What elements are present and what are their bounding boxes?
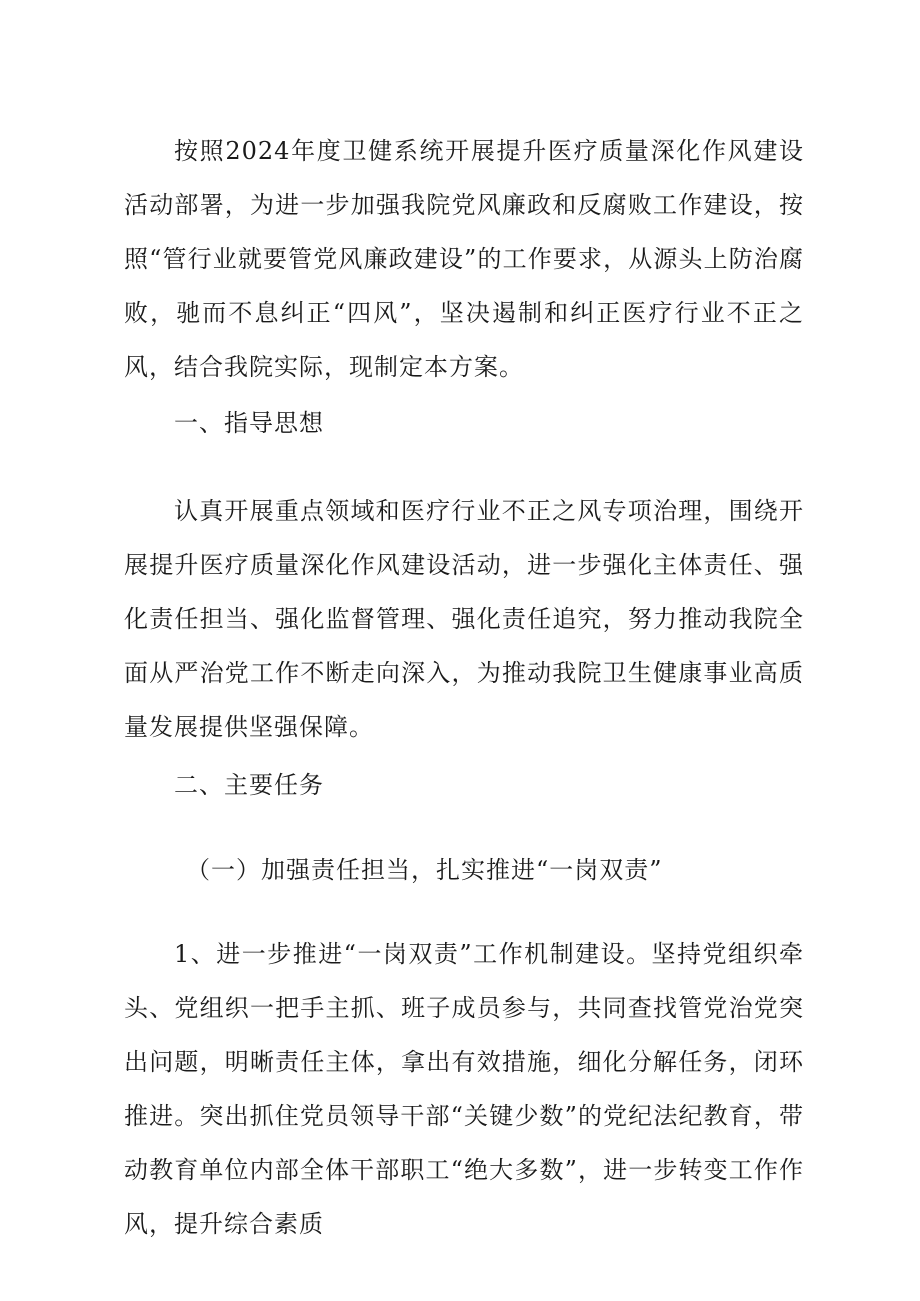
guiding-ideology-paragraph: 认真开展重点领域和医疗行业不正之风专项治理，围绕开展提升医疗质量深化作风建设活动，进一步强化主体责任、强化责任担当、强化监督管理、强化责任追究，努力推动我院全面从严治党工作不断走向深入，为推动我院卫生健康事业高质量发展提供坚强保障。: [124, 497, 804, 741]
task-item-1-paragraph: 1、进一步推进“一岗双责”工作机制建设。坚持党组织牵头、党组织一把手主抓、班子成员参与，共同查找管党治党突出问题，明晰责任主体，拿出有效措施，细化分解任务，闭环推进。突出抓住党员领导干部“关键少数”的党纪法纪教育，带动教育单位内部全体干部职工“绝大多数”，进一步转变工作作风，提升综合素质: [124, 940, 804, 1238]
section-heading-main-tasks: 二、主要任务: [174, 771, 324, 799]
subsection-heading-responsibility: （一）加强责任担当，扎实推进“一岗双责”: [186, 856, 663, 884]
section-heading-guiding-ideology: 一、指导思想: [174, 409, 324, 437]
intro-paragraph: 按照2024年度卫健系统开展提升医疗质量深化作风建设活动部署，为进一步加强我院党风廉政和反腐败工作建设，按照“管行业就要管党风廉政建设”的工作要求，从源头上防治腐败，驰而不息纠正“四风”，坚决遏制和纠正医疗行业不正之风，结合我院实际，现制定本方案。: [124, 137, 804, 381]
